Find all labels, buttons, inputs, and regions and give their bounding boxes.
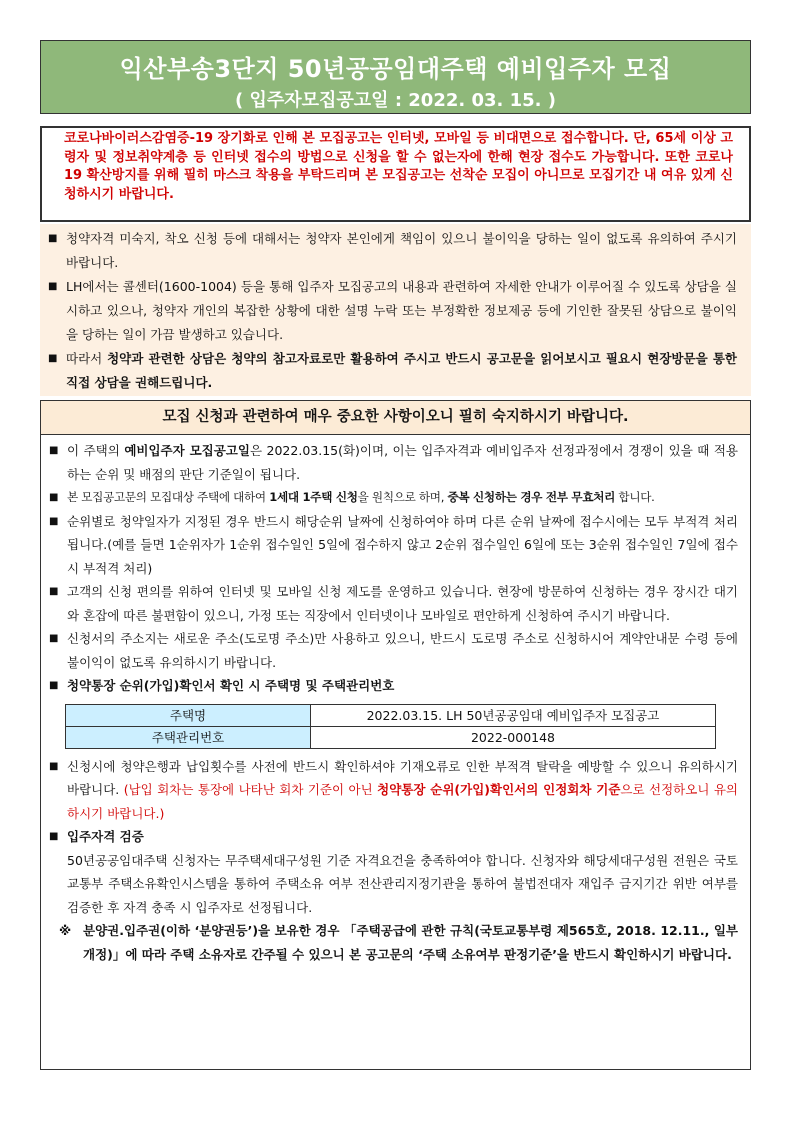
- bullet-square-icon: ■: [49, 760, 59, 772]
- bullet-square-icon: ■: [48, 233, 58, 244]
- eligibility-text: 50년공공임대주택 신청자는 무주택세대구성원 기준 자격요건을 충족하여야 합니다. 신청자와 해당세대구성원 전원은 국토교통부 주택소유확인시스템을 통하여 주택소유 여부 전산관리지정기관을 통하여 불법전대자 재입주 금지기간 위반 여부를 검증한 후 자격 충족 시 입주자로 선정됩니다.: [67, 852, 738, 915]
- caution-item: [48, 347, 737, 395]
- caution-emphasis: 청약과 관련한 상담은 청약의 참고자료로만 활용하여 주시고 반드시 공고문을 읽어보시고 필요시 현장방문을 통한 직접 상담을 권해드립니다.: [66, 351, 738, 390]
- caution-text: 청약자격 미숙지, 착오 신청 등에 대해서는 청약자 본인에게 책임이 있으니 불이익을 당하는 일이 없도록 유의하여 주시기 바랍니다.: [66, 231, 737, 270]
- bullet-square-icon: ■: [49, 445, 59, 456]
- note-item: ■ 입주자격 검증: [49, 825, 738, 849]
- note-item: ■ 청약통장 순위(가입)확인서 확인 시 주택명 및 주택관리번호: [49, 674, 738, 698]
- important-notes-box: [40, 400, 751, 1070]
- table-label-cell: 주택명: [66, 704, 311, 726]
- caution-text: LH에서는 콜센터(1600-1004) 등을 통해 입주자 모집공고의 내용과 관련하여 자세한 안내가 이루어질 수 있도록 상담을 실시하고 있으나, 청약자 개인의 복잡한 상황에 대한 설명 누락 또는 부정확한 정보제공 등에 기인한 잘못된 상담으로 불이익을 당하는 일이 가끔 발생하고 있습니다.: [66, 279, 737, 342]
- covid-notice-text: 코로나바이러스감염증-19 장기화로 인해 본 모집공고는 인터넷, 모바일 등 비대면으로 접수합니다. 단, 65세 이상 고령자 및 정보취약계층 등 인터넷 접수의 방법으로 신청을 할 수 없는자에 한해 현장 접수도 가능합니다. 또한 코로나19 확산방지를 위해 필히 마스크 착용을 부탁드리며 본 모집공고는 선착순 모집이 아니므로 모집기간 내 여유 있게 신청하시기 바랍니다.: [64, 131, 733, 202]
- section-heading: 모집 신청과 관련하여 매우 중요한 사항이오니 필히 숙지하시기 바랍니다.: [41, 401, 750, 435]
- table-value-cell: 2022.03.15. LH 50년공공임대 예비입주자 모집공고: [311, 704, 716, 726]
- table-row: [66, 726, 716, 748]
- bullet-square-icon: ■: [49, 586, 59, 597]
- caution-item: [48, 227, 737, 275]
- bullet-square-icon: ■: [48, 353, 58, 364]
- note-item: ■ 고객의 신청 편의를 위하여 인터넷 및 모바일 신청 제도를 운영하고 있습니다. 현장에 방문하여 신청하는 경우 장시간 대기와 혼잡에 따른 불편함이 있으니, 가정 또는 직장에서 인터넷이나 모바일로 편안하게 신청하여 주시기 바랍니다.: [49, 580, 738, 627]
- bullet-square-icon: ■: [49, 633, 59, 644]
- reference-note: ※ 분양권.입주권(이하 ‘분양권등’)을 보유한 경우 「주택공급에 관한 규칙(국토교통부령 제565호, 2018. 12.11., 일부개정)」에 따라 주택 소유자로 간주될 수 있으니 본 공고문의 ‘주택 소유여부 판정기준’을 반드시 확인하시기 바랍니다.: [49, 919, 738, 966]
- note-item: ■ 이 주택의 예비입주자 모집공고일은 2022.03.15(화)이며, 이는 입주자격과 예비입주자 선정과정에서 경쟁이 있을 때 적용하는 순위 및 배점의 판단 기준일이 됩니다.: [49, 439, 738, 486]
- bullet-square-icon: ■: [49, 680, 59, 691]
- bullet-square-icon: ■: [49, 515, 59, 527]
- note-item: ■ 순위별로 청약일자가 지정된 경우 반드시 해당순위 날짜에 신청하여야 하며 다른 순위 날짜에 접수시에는 모두 부적격 처리됩니다.(예를 들면 1순위자가 1순위 접수일인 5일에 접수하지 않고 2순위 접수일인 6일에 또는 3순위 접수일인 7일에 접수시 부적격 처리): [49, 510, 738, 581]
- caution-item: [48, 275, 737, 347]
- bullet-square-icon: ■: [49, 492, 59, 503]
- caution-text: 따라서 청약과 관련한 상담은 청약의 참고자료로만 활용하여 주시고 반드시 공고문을 읽어보시고 필요시 현장방문을 통한 직접 상담을 권해드립니다.: [66, 351, 738, 390]
- bullet-square-icon: ■: [48, 281, 58, 292]
- housing-info-table: [65, 704, 716, 749]
- table-value-cell: 2022-000148: [311, 726, 716, 748]
- table-row: [66, 704, 716, 726]
- reference-mark-icon: ※: [59, 923, 72, 938]
- note-item: ■ 신청시에 청약은행과 납입횟수를 사전에 반드시 확인하셔야 기재오류로 인한 부적격 탈락을 예방할 수 있으니 유의하시기 바랍니다. (납입 회차는 통장에 나타난 회차 기준이 아닌 청약통장 순위(가입)확인서의 인정회차 기준으로 선정하오니 유의하시기 바랍니다.): [49, 755, 738, 826]
- title-banner: [40, 40, 751, 114]
- page-title: 익산부송3단지 50년공공임대주택 예비입주자 모집: [119, 55, 672, 83]
- covid-notice-box: [40, 126, 751, 222]
- bullet-square-icon: ■: [49, 831, 59, 842]
- note-item: ■ 본 모집공고문의 모집대상 주택에 대하여 1세대 1주택 신청을 원칙으로 하며, 중복 신청하는 경우 전부 무효처리 합니다.: [49, 486, 738, 510]
- announcement-date: ( 입주자모집공고일 : 2022. 03. 15. ): [234, 90, 557, 111]
- caution-box: [40, 224, 751, 396]
- table-label-cell: 주택관리번호: [66, 726, 311, 748]
- note-item: ■ 신청서의 주소지는 새로운 주소(도로명 주소)만 사용하고 있으니, 반드시 도로명 주소로 신청하시어 계약안내문 수령 등에 불이익이 없도록 유의하시기 바랍니다.: [49, 627, 738, 674]
